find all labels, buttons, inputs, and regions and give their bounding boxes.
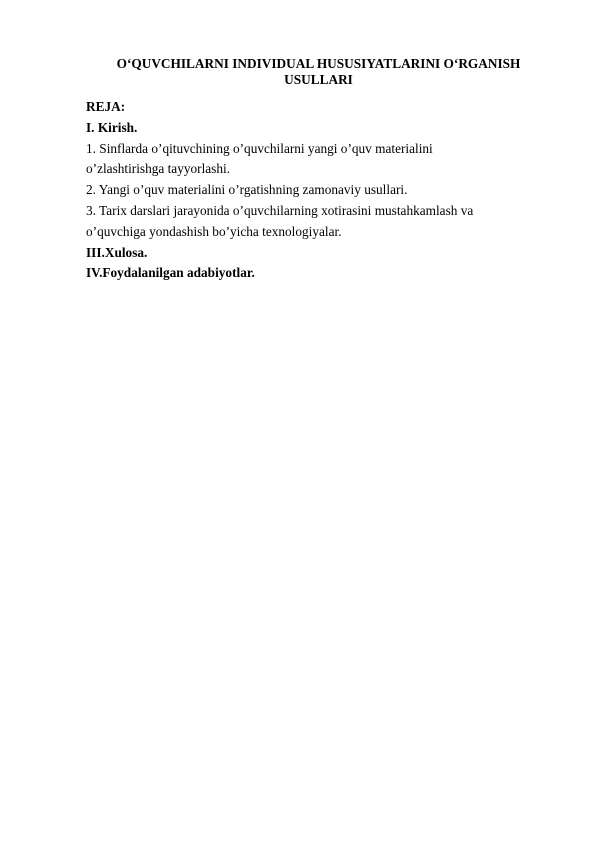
plan-heading: REJA:	[86, 99, 126, 114]
plan-item-references: IV.Foydalanilgan adabiyotlar.	[86, 265, 255, 281]
plan-item-2: 2. Yangi o’quv materialini o’rgatishning zamonaviy usullari.	[86, 182, 408, 198]
plan-item-1-line-2: o’zlashtirishga tayyorlashi.	[86, 161, 231, 177]
plan-item-1-line-1: 1. Sinflarda o’qituvchining o’quvchilarni yangi o’quv materialini	[86, 140, 433, 156]
plan-section	[86, 97, 556, 284]
plan-item-3-line-1: 3. Tarix darslari jarayonida o’quvchilarning xotirasini mustahkamlash va	[86, 202, 474, 218]
title-line-2: USULLARI	[284, 72, 353, 87]
plan-item-introduction: I. Kirish.	[86, 119, 138, 135]
plan-item-conclusion: III.Xulosa.	[86, 244, 148, 260]
title-line-1: O‘QUVCHILARNI INDIVIDUAL HUSUSIYATLARINI O‘RGANISH	[116, 56, 521, 71]
plan-item-3-line-2: o’quvchiga yondashish bo’yicha texnologiyalar.	[86, 223, 342, 239]
document-title	[84, 56, 553, 88]
